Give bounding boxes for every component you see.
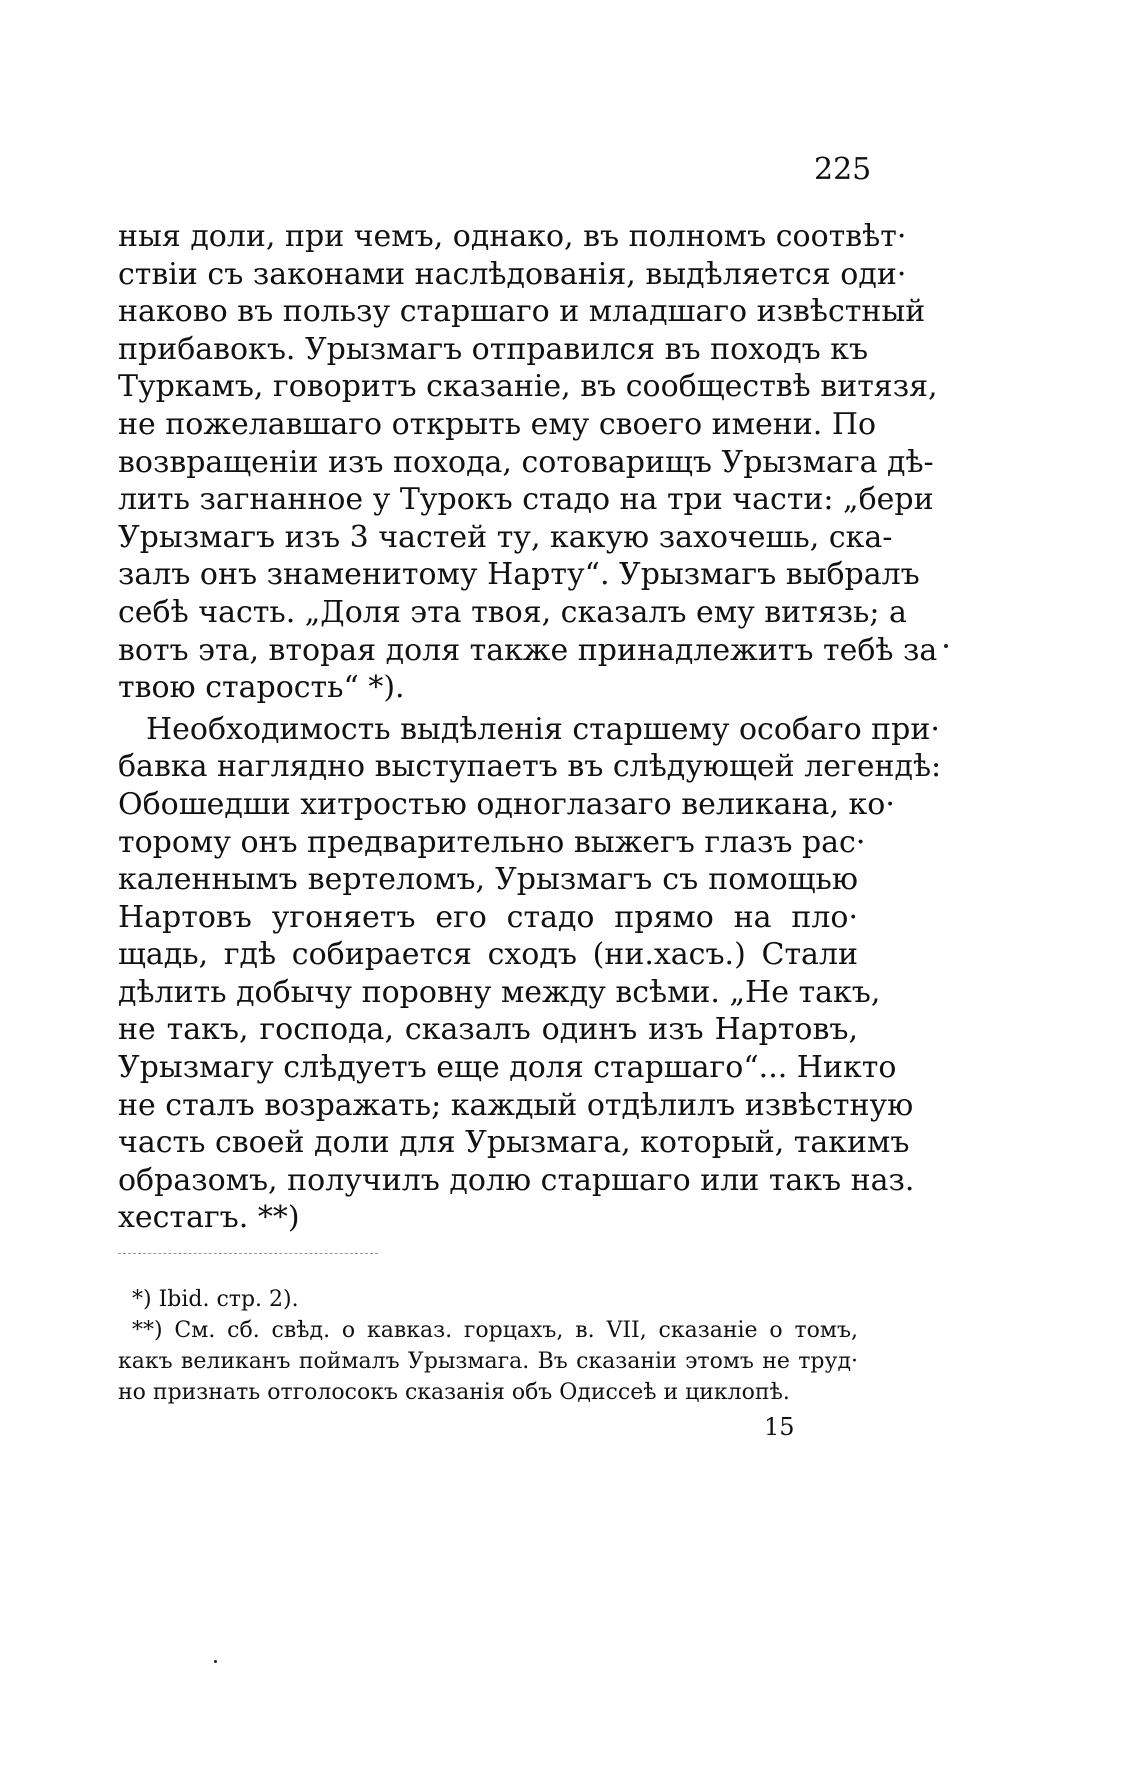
footnote-separator <box>118 1253 378 1254</box>
body-line: Туркамъ, говоритъ сказаніе, въ сообществѣ витязя, <box>118 369 938 405</box>
footnote-line: какъ великанъ поймалъ Урызмага. Въ сказаніи этомъ не труд· <box>118 1349 858 1374</box>
body-line: дѣлить добычу поровну между всѣми. „Не такъ, <box>118 974 881 1010</box>
body-line: образомъ, получилъ долю старшаго или такъ наз. <box>118 1162 915 1198</box>
body-line: себѣ часть. „Доля эта твоя, сказалъ ему витязь; а <box>118 594 907 630</box>
body-line: хестагъ. **) <box>118 1200 300 1236</box>
body-line: не пожелавшаго открыть ему своего имени. По <box>118 406 877 442</box>
body-line: Необходимость выдѣленія старшему особаго при· <box>146 711 940 747</box>
body-line: торому онъ предварительно выжегъ глазъ рас· <box>118 824 866 860</box>
body-line: Нартовъ угоняетъ его стадо прямо на пло· <box>118 899 858 935</box>
body-line: наково въ пользу старшаго и младшаго извѣстный <box>118 294 926 330</box>
body-line: бавка наглядно выступаетъ въ слѣдующей легендѣ: <box>118 749 942 785</box>
body-line: вотъ эта, вторая доля также принадлежитъ тебѣ за <box>118 632 938 668</box>
footnote-line: **) См. сб. свѣд. о кавказ. горцахъ, в. VII, сказаніе о томъ, <box>132 1318 858 1343</box>
signature-mark: 15 <box>764 1413 795 1441</box>
body-line: Урызмагъ изъ 3 частей ту, какую захочешь, ска- <box>118 519 893 555</box>
body-line: возвращеніи изъ похода, сотоварищъ Урызмага дѣ- <box>118 444 934 480</box>
body-line: Обошедши хитростью одноглазаго великана, ко· <box>118 786 895 822</box>
body-line: часть своей доли для Урызмага, который, такимъ <box>118 1125 910 1161</box>
body-line: лить загнанное у Турокъ стадо на три части: „бери <box>118 482 934 518</box>
page-number: 225 <box>814 152 872 187</box>
footnotes <box>118 1284 858 1408</box>
print-speck <box>214 1660 217 1663</box>
footnote-line: но признать отголосокъ сказанія объ Одиссеѣ и циклопѣ. <box>118 1380 790 1405</box>
body-line: каленнымъ вертеломъ, Урызмагъ съ помощью <box>118 862 858 898</box>
body-line: не сталъ возражать; каждый отдѣлилъ извѣстную <box>118 1087 914 1123</box>
body-line: твою старость“ *). <box>118 670 405 706</box>
body-text <box>118 218 942 1237</box>
body-line: не такъ, господа, сказалъ одинъ изъ Нартовъ, <box>118 1012 858 1048</box>
body-line: ныя доли, при чемъ, однако, въ полномъ соотвѣт· <box>118 219 907 254</box>
print-speck <box>944 644 948 648</box>
body-line: залъ онъ знаменитому Нарту“. Урызмагъ выбралъ <box>118 557 920 593</box>
body-line: ствіи съ законами наслѣдованія, выдѣляется оди· <box>118 256 907 292</box>
footnote-line: *) Ibid. стр. 2). <box>132 1287 299 1312</box>
body-line: щадь, гдѣ собирается сходъ (ни.хасъ.) Стали <box>118 937 858 973</box>
body-line: прибавокъ. Урызмагъ отправился въ походъ къ <box>118 331 869 367</box>
body-line: Урызмагу слѣдуетъ еще доля старшаго“... Никто <box>118 1050 897 1086</box>
